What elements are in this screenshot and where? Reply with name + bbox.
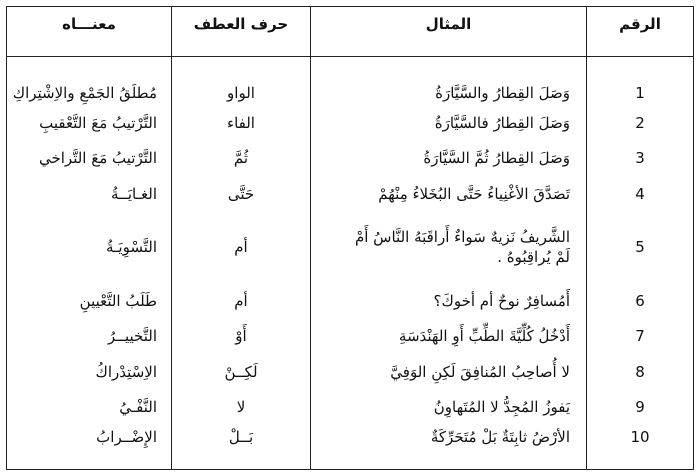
row-conjunction: أَوْ (172, 319, 311, 355)
table-row (7, 425, 694, 469)
row-number: 3 (587, 141, 694, 177)
row-conjunction: لا (172, 390, 311, 426)
row-example: تَصَدَّقَ الأغْنِياءُ حَتَّى البُخَلاءُ مِنْهُمْ (311, 176, 587, 212)
row-meaning: مُطلَقُ الجَمْعِ والاِشْتِراكِ (7, 57, 172, 105)
table-row (7, 212, 694, 283)
row-number: 4 (587, 176, 694, 212)
row-number: 2 (587, 105, 694, 141)
row-conjunction: ثُمَّ (172, 141, 311, 177)
table-row (7, 176, 694, 212)
row-example: أَمُسافِرٌ نوحٌ أم أخوكَ؟ (311, 283, 587, 319)
row-meaning: الاِسْتِدْراكُ (7, 354, 172, 390)
row-example: الأرْضُ ثابِتَةٌ بَلْ مُتَحَرِّكَةٌ (311, 425, 587, 469)
row-meaning: التَّسْوِيَـةُ (7, 212, 172, 283)
table-row (7, 57, 694, 105)
row-conjunction: أم (172, 212, 311, 283)
row-conjunction: الواو (172, 57, 311, 105)
row-example: يَفوزُ المُجِدُّ لا المُتَهاوِنُ (311, 390, 587, 426)
conjunctions-table (6, 6, 694, 470)
header-row (7, 7, 694, 57)
row-meaning: التَّخييــرُ (7, 319, 172, 355)
table-row (7, 283, 694, 319)
row-example: لا أُصاحِبُ المُنافِقَ لَكِنِ الوَفِيَّ (311, 354, 587, 390)
header-meaning: معنـــاه (7, 7, 172, 57)
row-conjunction: الفاء (172, 105, 311, 141)
header-example: المثال (311, 7, 587, 57)
row-example-line-2: لَمْ يُراقِبُوهُ . (497, 248, 570, 267)
table-row (7, 354, 694, 390)
table-row (7, 141, 694, 177)
header-number: الرقم (587, 7, 694, 57)
row-example: أَدْخُلُ كُلِّيَّةَ الطِّبِّ أَوِ الهَنْدَسَةِ (311, 319, 587, 355)
row-example: وَصَلَ القِطارُ والسَّيَّارَةُ (311, 57, 587, 105)
table-row (7, 390, 694, 426)
row-meaning: التَّرْتيبُ مَعَ التَّعْقيبِ (7, 105, 172, 141)
row-conjunction: بَــلْ (172, 425, 311, 469)
row-meaning: النَّفْـيُ (7, 390, 172, 426)
row-conjunction: لَكِــنْ (172, 354, 311, 390)
row-example: وَصَلَ القِطارُ ثُمَّ السَّيَّارَةُ (311, 141, 587, 177)
row-example-line-1: الشَّريفُ نَزيهٌ سَواءٌ أَراقَبَهُ النَّاسُ أَمْ (354, 228, 570, 247)
row-number: 9 (587, 390, 694, 426)
row-conjunction: أم (172, 283, 311, 319)
row-number: 8 (587, 354, 694, 390)
row-conjunction: حَتَّى (172, 176, 311, 212)
row-meaning: طَلَبُ التَّعْيينِ (7, 283, 172, 319)
row-number: 1 (587, 57, 694, 105)
row-meaning: الإِضْــرابُ (7, 425, 172, 469)
row-number: 5 (587, 212, 694, 283)
header-conjunction: حرف العطف (172, 7, 311, 57)
row-meaning: التَّرْتيبُ مَعَ التَّراخي (7, 141, 172, 177)
row-meaning: الغـايَــةُ (7, 176, 172, 212)
row-number: 6 (587, 283, 694, 319)
row-number: 10 (587, 425, 694, 469)
row-example: وَصَلَ القِطارُ فالسَّيَّارَةُ (311, 105, 587, 141)
row-number: 7 (587, 319, 694, 355)
table-row (7, 105, 694, 141)
table-row (7, 319, 694, 355)
row-example-multiline (311, 212, 587, 283)
